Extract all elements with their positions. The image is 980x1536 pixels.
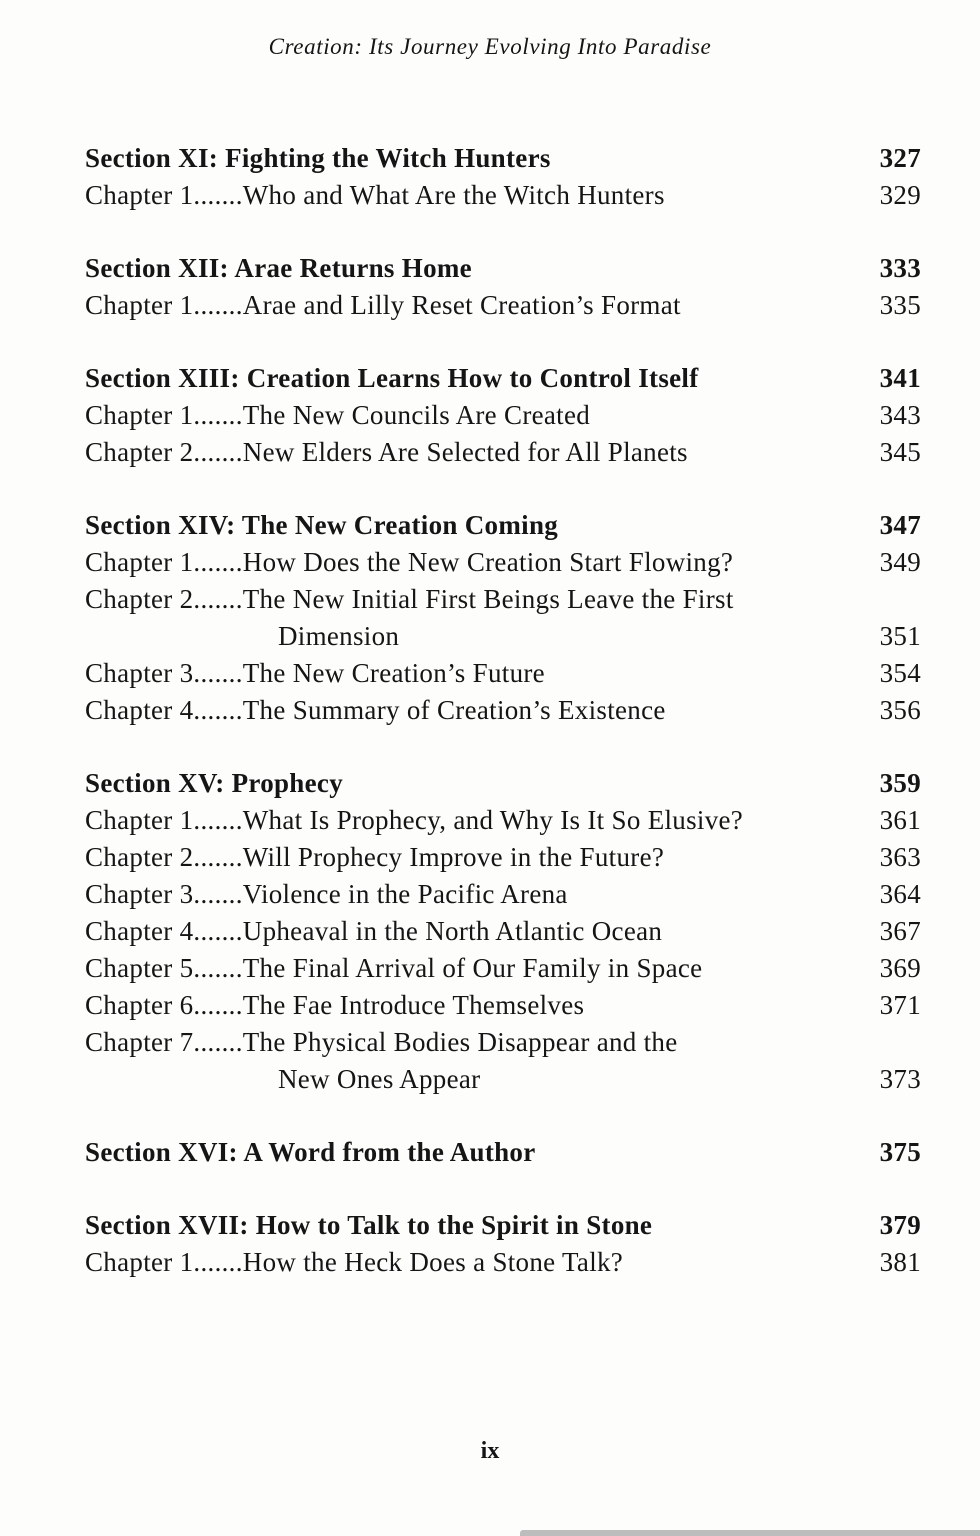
toc-entry-text: Chapter 6.......The Fae Introduce Themselves <box>85 990 585 1020</box>
toc-entry-text: Section XVII: How to Talk to the Spirit in Stone <box>85 1210 653 1240</box>
toc-entry-page: 359 <box>879 768 921 798</box>
toc-entry-page: 329 <box>879 180 921 210</box>
toc-entry-page: 356 <box>879 695 921 725</box>
toc-entry-page: 364 <box>879 879 921 909</box>
toc-section-row <box>85 140 921 177</box>
toc-entry-page: 345 <box>879 437 921 467</box>
toc-entry-text: Chapter 1.......How Does the New Creation Start Flowing? <box>85 547 734 577</box>
toc-entry-text: Section XV: Prophecy <box>85 768 343 798</box>
toc-chapter-row <box>85 1244 921 1281</box>
toc-chapter-row <box>85 544 921 581</box>
toc-entry-text: Chapter 1.......The New Councils Are Created <box>85 400 591 430</box>
toc-entry-text-continued: Dimension <box>278 621 400 651</box>
toc-chapter-row <box>85 913 921 950</box>
toc-entry-text: Chapter 7.......The Physical Bodies Disappear and the <box>85 1027 678 1057</box>
toc-chapter-row <box>85 950 921 987</box>
toc-chapter-continuation-row <box>85 1061 921 1098</box>
toc-entry-text: Chapter 1.......Arae and Lilly Reset Creation’s Format <box>85 290 681 320</box>
toc-chapter-continuation-row <box>85 618 921 655</box>
toc-entry-text: Section XVI: A Word from the Author <box>85 1137 536 1167</box>
toc-entry-page: 363 <box>879 842 921 872</box>
toc-section-row <box>85 1207 921 1244</box>
toc-entry-page: 351 <box>879 621 921 651</box>
toc-entry-text: Chapter 2.......Will Prophecy Improve in the Future? <box>85 842 665 872</box>
toc-entry-text: Chapter 2.......New Elders Are Selected for All Planets <box>85 437 688 467</box>
toc-entry-page: 341 <box>879 363 921 393</box>
toc-entry-page: 349 <box>879 547 921 577</box>
toc-chapter-row <box>85 177 921 214</box>
toc-section-row <box>85 250 921 287</box>
toc-section-row <box>85 507 921 544</box>
toc-entry-text: Section XIV: The New Creation Coming <box>85 510 559 540</box>
toc-chapter-row <box>85 1024 921 1061</box>
toc-entry-text: Chapter 1.......How the Heck Does a Stone Talk? <box>85 1247 624 1277</box>
toc-entry-page: 367 <box>879 916 921 946</box>
toc-entry-text: Section XII: Arae Returns Home <box>85 253 472 283</box>
toc-chapter-row <box>85 581 921 618</box>
toc-section-row <box>85 360 921 397</box>
folio-page-number: ix <box>480 1438 500 1464</box>
toc-entry-page: 375 <box>879 1137 921 1167</box>
toc-entry-page: 327 <box>879 143 921 173</box>
toc-chapter-row <box>85 802 921 839</box>
toc-entry-text: Chapter 3.......Violence in the Pacific Arena <box>85 879 568 909</box>
toc-chapter-row <box>85 434 921 471</box>
toc-entry-text: Chapter 1.......Who and What Are the Witch Hunters <box>85 180 665 210</box>
toc-entry-page: 333 <box>879 253 921 283</box>
toc-chapter-row <box>85 839 921 876</box>
toc-entry-text: Chapter 4.......The Summary of Creation’s Existence <box>85 695 666 725</box>
toc-entry-page: 354 <box>879 658 921 688</box>
toc-chapter-row <box>85 987 921 1024</box>
running-head-book-title: Creation: Its Journey Evolving Into Paradise <box>268 34 712 59</box>
toc-entry-page: 381 <box>879 1247 921 1277</box>
toc-entry-page: 361 <box>879 805 921 835</box>
toc-entry-page: 373 <box>879 1064 921 1094</box>
toc-entry-page: 347 <box>879 510 921 540</box>
toc-entry-text: Section XI: Fighting the Witch Hunters <box>85 143 551 173</box>
toc-entry-page: 371 <box>879 990 921 1020</box>
toc-entry-page: 369 <box>879 953 921 983</box>
toc-section-row <box>85 1134 921 1171</box>
toc-entry-page: 379 <box>879 1210 921 1240</box>
toc-chapter-row <box>85 692 921 729</box>
toc-entry-text-continued: New Ones Appear <box>278 1064 481 1094</box>
toc-chapter-row <box>85 655 921 692</box>
toc-section-row <box>85 765 921 802</box>
toc-chapter-row <box>85 397 921 434</box>
toc-entry-text: Chapter 1.......What Is Prophecy, and Why Is It So Elusive? <box>85 805 744 835</box>
toc-entry-text: Section XIII: Creation Learns How to Control Itself <box>85 363 699 393</box>
toc-chapter-row <box>85 287 921 324</box>
toc-entry-text: Chapter 3.......The New Creation’s Future <box>85 658 545 688</box>
toc-entry-text: Chapter 4.......Upheaval in the North Atlantic Ocean <box>85 916 663 946</box>
toc-chapter-row <box>85 876 921 913</box>
toc-entry-text: Chapter 5.......The Final Arrival of Our Family in Space <box>85 953 703 983</box>
toc-entry-text: Chapter 2.......The New Initial First Beings Leave the First <box>85 584 734 614</box>
toc-entry-page: 343 <box>879 400 921 430</box>
table-of-contents <box>85 140 921 1281</box>
toc-entry-page: 335 <box>879 290 921 320</box>
scan-edge-artifact <box>520 1530 980 1536</box>
